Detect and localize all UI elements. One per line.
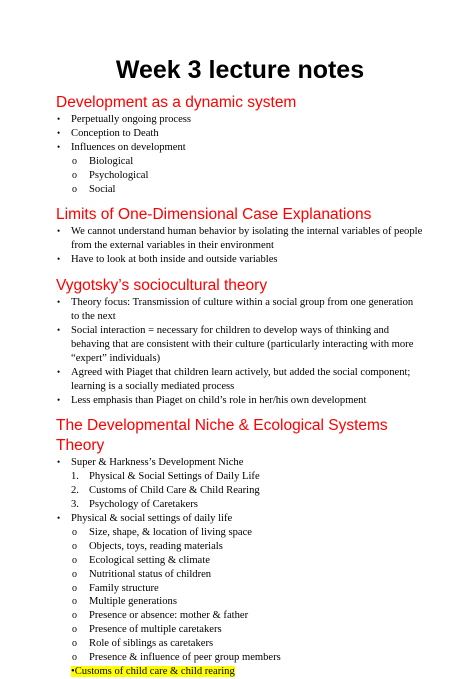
bullet-icon: • bbox=[57, 297, 61, 308]
sub-list-item bbox=[71, 568, 424, 582]
sub-list-item-text: Presence or absence: mother & father bbox=[89, 610, 249, 622]
sub-list-item bbox=[71, 155, 424, 169]
bullet-list bbox=[56, 113, 424, 155]
highlighted-text: Customs of child care & child rearing bbox=[74, 666, 235, 677]
sub-list-item bbox=[71, 623, 424, 637]
list-item bbox=[56, 456, 424, 470]
bullet-list bbox=[56, 296, 424, 407]
bullet-icon: • bbox=[71, 666, 75, 677]
bullet-icon: • bbox=[57, 324, 61, 335]
list-item-text: Have to look at both inside and outside variables bbox=[71, 254, 278, 266]
circle-bullet-icon: o bbox=[72, 582, 77, 594]
list-item bbox=[56, 296, 424, 324]
bullet-list bbox=[56, 456, 424, 470]
list-item bbox=[56, 253, 424, 267]
list-item-text: Perpetually ongoing process bbox=[71, 114, 192, 125]
circle-bullet-icon: o bbox=[72, 596, 77, 608]
sub-list-item-text: Presence & influence of peer group members bbox=[89, 652, 281, 664]
bullet-icon: • bbox=[57, 254, 61, 265]
bullet-icon: • bbox=[57, 366, 61, 377]
circle-bullet-icon: o bbox=[72, 169, 77, 181]
circle-bullet-icon: o bbox=[72, 610, 77, 622]
circle-bullet-icon: o bbox=[72, 540, 77, 552]
sub-list-item bbox=[71, 651, 424, 665]
sub-list-item bbox=[71, 637, 424, 651]
sub-list-item-text: Social bbox=[89, 183, 116, 195]
circle-bullet-icon: o bbox=[72, 155, 77, 167]
sub-list-item bbox=[71, 183, 424, 197]
section-heading: Development as a dynamic system bbox=[56, 94, 297, 111]
bullet-icon: • bbox=[57, 457, 61, 468]
sub-list-item bbox=[71, 540, 424, 554]
sub-list-item bbox=[71, 526, 424, 540]
list-item bbox=[56, 225, 424, 253]
numbered-item-text: Psychology of Caretakers bbox=[89, 499, 198, 511]
list-item bbox=[56, 512, 424, 526]
list-item bbox=[56, 113, 424, 127]
circle-bullet-icon: o bbox=[72, 624, 77, 636]
bullet-list bbox=[56, 225, 424, 267]
list-item-text: Social interaction = necessary for children to develop ways of thinking and behaving that are consistent with their culture (particularly interacting with more “expert” individuals) bbox=[71, 324, 414, 364]
numbered-item bbox=[71, 484, 424, 498]
sub-list-item bbox=[71, 582, 424, 596]
sub-list-item-text: Family structure bbox=[89, 582, 159, 594]
section-heading: The Developmental Niche & Ecological Systems Theory bbox=[56, 417, 388, 455]
bullet-icon: • bbox=[57, 513, 61, 524]
list-item-text: Agreed with Piaget that children learn actively, but added the social component; learning is a socially mediated process bbox=[71, 366, 411, 392]
sub-list-item-text: Size, shape, & location of living space bbox=[89, 526, 252, 538]
section-heading: Vygotsky’s sociocultural theory bbox=[56, 277, 268, 295]
sub-list-item bbox=[71, 169, 424, 183]
sub-bullet-list bbox=[71, 155, 424, 197]
sub-list-item-text: Biological bbox=[89, 155, 134, 167]
sub-list-item-text: Psychological bbox=[89, 169, 149, 181]
list-item-text: Theory focus: Transmission of culture within a social group from one generation to the next bbox=[71, 297, 414, 323]
bullet-icon: • bbox=[57, 114, 61, 124]
circle-bullet-icon: o bbox=[72, 554, 77, 566]
sub-list-item-text: Objects, toys, reading materials bbox=[89, 540, 223, 552]
sub-list-item-text: Nutritional status of children bbox=[89, 568, 212, 580]
list-item bbox=[56, 141, 424, 155]
bullet-list bbox=[56, 512, 424, 526]
list-item-highlighted bbox=[56, 665, 424, 679]
bullet-icon: • bbox=[57, 394, 61, 405]
item-number: 2. bbox=[71, 485, 79, 497]
numbered-item bbox=[71, 470, 424, 484]
numbered-item-text: Customs of Child Care & Child Rearing bbox=[89, 485, 260, 497]
list-item-text: Physical & social settings of daily life bbox=[71, 513, 233, 525]
numbered-item bbox=[71, 498, 424, 512]
list-item bbox=[56, 394, 424, 408]
bullet-icon: • bbox=[57, 141, 61, 152]
sub-list-item bbox=[71, 609, 424, 623]
list-item bbox=[56, 127, 424, 141]
bullet-icon: • bbox=[57, 127, 61, 138]
item-number: 1. bbox=[71, 471, 79, 483]
numbered-item-text: Physical & Social Settings of Daily Life bbox=[89, 471, 260, 483]
circle-bullet-icon: o bbox=[72, 638, 77, 650]
sub-list-item-text: Multiple generations bbox=[89, 596, 177, 608]
list-item-text: Influences on development bbox=[71, 141, 186, 153]
bullet-list bbox=[56, 665, 424, 679]
list-item-text: Super & Harkness’s Development Niche bbox=[71, 457, 244, 469]
circle-bullet-icon: o bbox=[72, 568, 77, 580]
list-item-text: Less emphasis than Piaget on child’s role in her/his own development bbox=[71, 394, 367, 406]
list-item-text: Conception to Death bbox=[71, 127, 159, 139]
page-title: Week 3 lecture notes bbox=[115, 56, 365, 84]
sub-bullet-list bbox=[71, 526, 424, 665]
sub-list-item bbox=[71, 554, 424, 568]
list-item bbox=[56, 324, 424, 366]
circle-bullet-icon: o bbox=[72, 526, 77, 538]
sub-list-item-text: Role of siblings as caretakers bbox=[89, 638, 214, 650]
list-item bbox=[56, 366, 424, 394]
sub-list-item-text: Ecological setting & climate bbox=[89, 554, 210, 566]
sub-list-item bbox=[71, 595, 424, 609]
section-heading: Limits of One-Dimensional Case Explanations bbox=[56, 206, 372, 224]
item-number: 3. bbox=[71, 499, 79, 511]
sub-list-item-text: Presence of multiple caretakers bbox=[89, 624, 222, 636]
circle-bullet-icon: o bbox=[72, 652, 77, 664]
numbered-list bbox=[71, 470, 424, 512]
list-item-text: We cannot understand human behavior by isolating the internal variables of people from the external variables in their environment bbox=[71, 226, 423, 252]
circle-bullet-icon: o bbox=[72, 183, 77, 195]
bullet-icon: • bbox=[57, 226, 61, 237]
